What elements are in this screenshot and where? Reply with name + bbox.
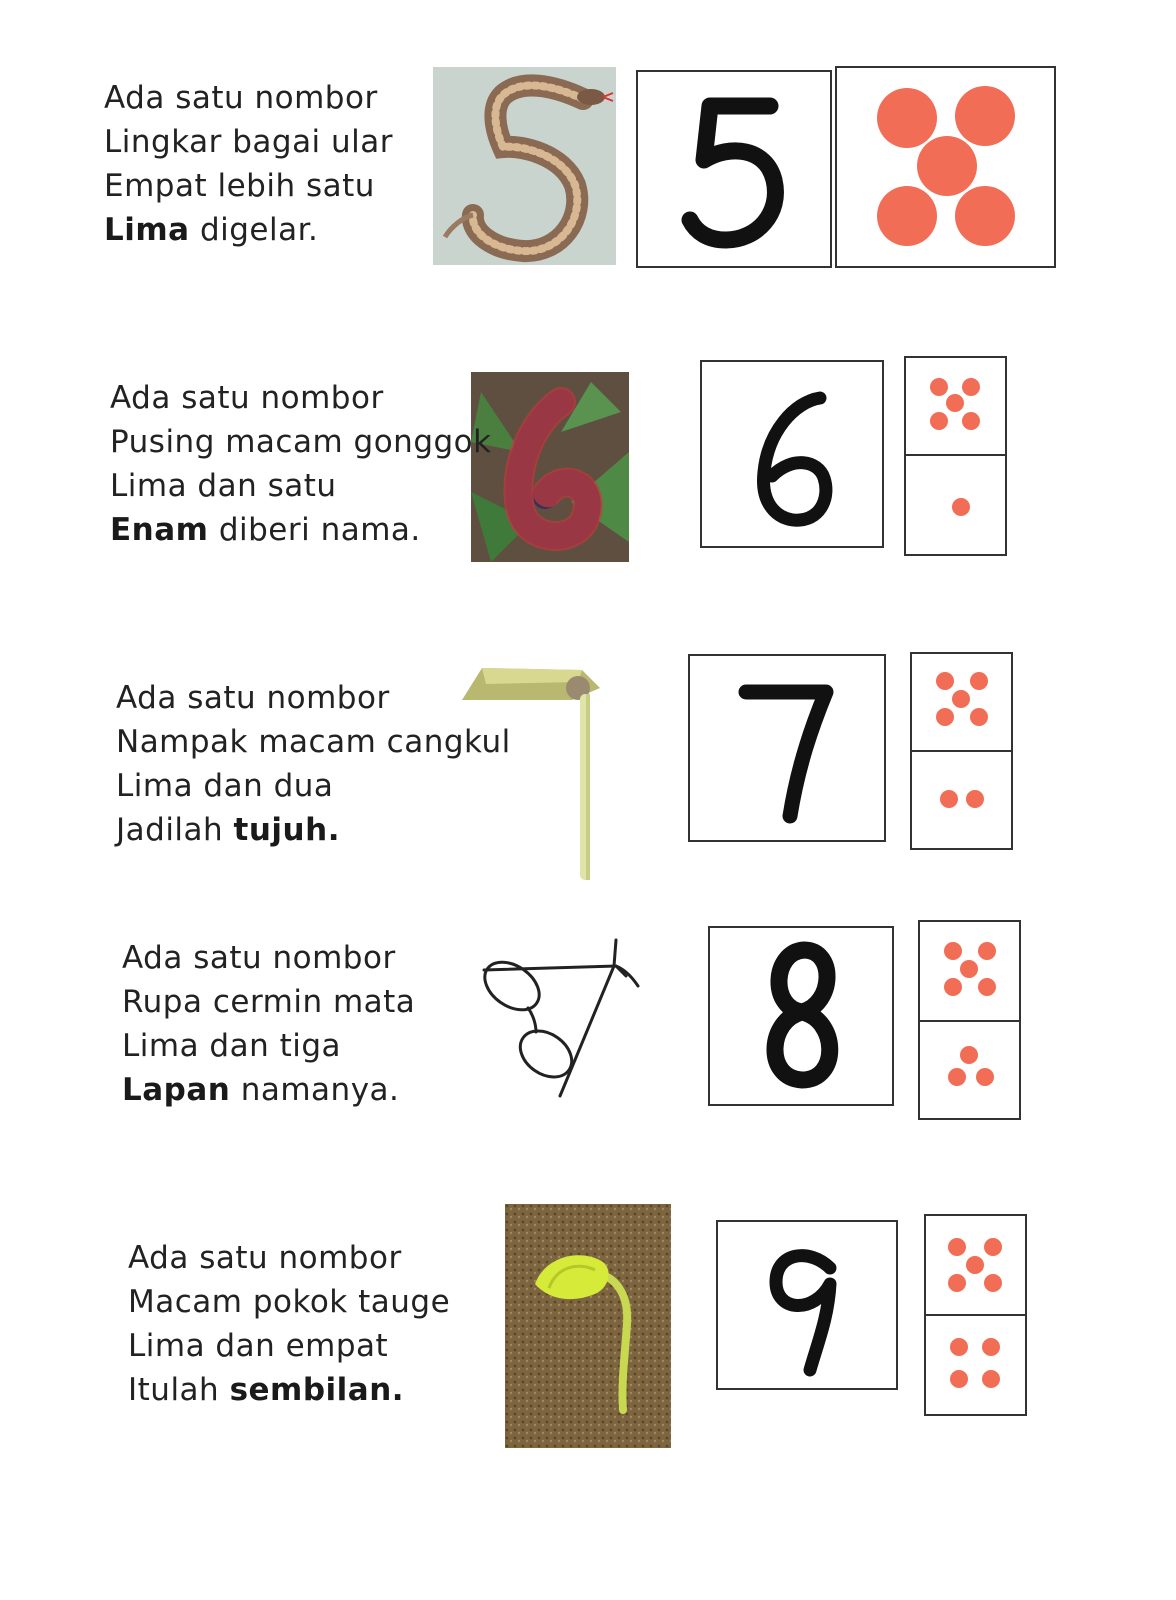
counting-dot [970,672,988,690]
verse-line: Ada satu nombor [122,940,396,976]
card-divider [920,1020,1019,1022]
counting-dot [948,1274,966,1292]
number-word: Enam [110,512,209,548]
counting-dot [948,1068,966,1086]
counting-dot [944,942,962,960]
counting-dot [982,1338,1000,1356]
verse-eight-text [122,936,415,1112]
counting-dot [955,186,1015,246]
counting-dot [952,690,970,708]
number-card-five [636,70,832,268]
counting-dot [962,378,980,396]
card-divider [906,454,1005,456]
number-card-eight [708,926,894,1106]
number-word: tujuh. [233,812,340,848]
counting-dot [877,186,937,246]
number-word: Lapan [122,1072,231,1108]
counting-dot [966,790,984,808]
counting-dot [966,1256,984,1274]
verse-line: Pusing macam gonggok [110,424,492,460]
verse-line: Ada satu nombor [110,380,384,416]
millipede-six-icon [471,372,629,562]
verse-line: Jadilah tujuh. [116,812,340,848]
dot-card-five [835,66,1056,268]
counting-dot [946,394,964,412]
verse-line: Lima dan tiga [122,1028,342,1064]
counting-dot [877,88,937,148]
verse-line: Ada satu nombor [116,680,390,716]
verse-line: Lapan namanya. [122,1072,400,1108]
verse-line: Macam pokok tauge [128,1284,451,1320]
snake-five-icon [433,67,616,265]
number-card-seven [688,654,886,842]
verse-six-text [110,376,492,552]
counting-dot [940,790,958,808]
dot-card-nine [924,1214,1027,1416]
counting-dot [952,498,970,516]
verse-line: Rupa cermin mata [122,984,416,1020]
verse-line: Empat lebih satu [104,168,375,204]
dot-card-eight [918,920,1021,1120]
counting-dot [984,1274,1002,1292]
counting-dot [930,378,948,396]
counting-dot [978,942,996,960]
counting-dot [944,978,962,996]
counting-dot [976,1068,994,1086]
counting-dot [960,960,978,978]
counting-dot [955,86,1015,146]
counting-dot [962,412,980,430]
sprout-nine-icon [505,1204,671,1448]
verse-line: Nampak macam cangkul [116,724,511,760]
counting-dot [960,1046,978,1064]
card-divider [926,1314,1025,1316]
counting-dot [917,136,977,196]
number-word: sembilan. [229,1372,405,1408]
verse-line: Itulah sembilan. [128,1372,405,1408]
counting-dot [978,978,996,996]
verse-line: Ada satu nombor [128,1240,402,1276]
verse-line: Ada satu nombor [104,80,378,116]
card-divider [912,750,1011,752]
verse-line: Lingkar bagai ular [104,124,394,160]
verse-five-text [104,76,393,252]
counting-dot [930,412,948,430]
counting-dot [950,1370,968,1388]
verse-line: Enam diberi nama. [110,512,421,548]
verse-line: Lima dan empat [128,1328,389,1364]
counting-dot [948,1238,966,1256]
dot-card-seven [910,652,1013,850]
verse-seven-text [116,676,511,852]
number-word: Lima [104,212,190,248]
counting-dot [982,1370,1000,1388]
number-card-nine [716,1220,898,1390]
verse-line: Lima dan satu [110,468,337,504]
glasses-eight-icon [476,936,646,1100]
counting-dot [936,672,954,690]
dot-card-six [904,356,1007,556]
counting-dot [936,708,954,726]
counting-dot [950,1338,968,1356]
counting-dot [970,708,988,726]
verse-line: Lima dan dua [116,768,334,804]
verse-nine-text [128,1236,450,1412]
counting-dot [984,1238,1002,1256]
verse-line: Lima digelar. [104,212,319,248]
number-card-six [700,360,884,548]
